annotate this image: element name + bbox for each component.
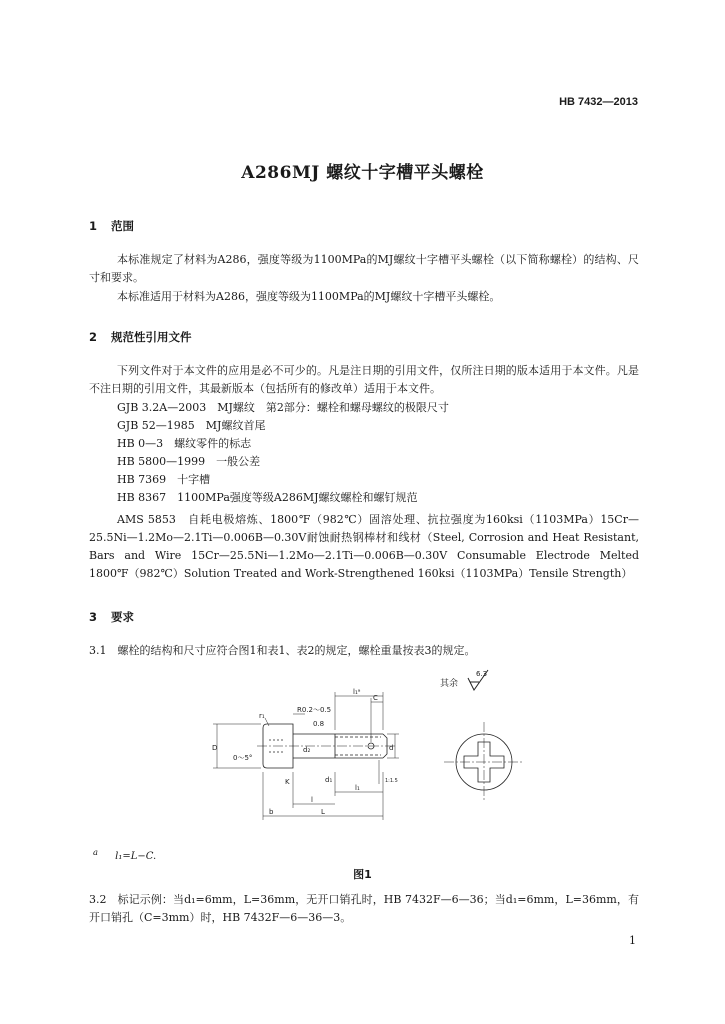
label-dm: d₂ <box>303 746 311 754</box>
cross-recess-end-view <box>438 716 530 808</box>
reference-item: HB 5800—1999 一般公差 <box>117 455 261 468</box>
reference-ams-5853: AMS 5853 自耗电极熔炼、1800℉（982℃）固溶处理、抗拉强度为160ksi（1103MPa）15Cr—25.5Ni—1.2Mo—2.1Ti—0.006B—0.30V耐蚀耐热钢棒材和线材（Steel, Corrosion and Heat Resistant, Bars and Wire 15Cr—25.5Ni—1.2Mo—2.1Ti—0.006B—0.30V Consumable Electrode Melted 1800℉（982℃）Solution Treated and Work-Strengthened 160ksi（1103MPa）Tensile Strength） <box>89 513 639 580</box>
label-k: K <box>285 778 290 786</box>
label-L: L <box>321 808 325 816</box>
footnote-text: l₁=L−C. <box>115 851 157 863</box>
label-l1sup: l₁ᵃ <box>353 688 361 696</box>
figure-caption: 图1 <box>353 868 372 881</box>
roughness-value: 6.3 <box>476 670 488 678</box>
label-b: b <box>269 808 274 816</box>
label-angle: 0～5° <box>233 754 253 762</box>
document-title: A286MJ 螺纹十字槽平头螺栓 <box>241 163 484 183</box>
roughness-note <box>440 676 458 689</box>
label-d: d <box>389 744 394 752</box>
label-l1: l₁ <box>355 784 360 792</box>
section-title: 范围 <box>111 219 135 233</box>
label-slope: 1:1.5 <box>385 778 398 784</box>
section-title: 规范性引用文件 <box>111 330 192 344</box>
page-number: 1 <box>629 934 636 947</box>
roughness-label: 其余 <box>440 679 459 689</box>
clause-3-2: 3.2 标记示例：当d₁=6mm，L=36mm，无开口销孔时，HB 7432F—6—36；当d₁=6mm，L=36mm，有开口销孔（C=3mm）时，HB 7432F—6—36—3。 <box>89 893 639 924</box>
standard-code: HB 7432—2013 <box>559 96 638 108</box>
figure-footnote <box>93 847 156 862</box>
label-C: C <box>373 694 378 702</box>
reference-item: HB 8367 1100MPa强度等级A286MJ螺纹螺栓和螺钉规范 <box>117 491 418 504</box>
reference-item: HB 7369 十字槽 <box>117 473 211 486</box>
roughness-symbol-icon <box>466 668 496 694</box>
section-number: 3 <box>89 610 98 624</box>
label-r1: r₁ <box>259 712 265 720</box>
section-3-heading <box>89 609 134 625</box>
label-d1: d₁ <box>325 776 333 784</box>
section-title: 要求 <box>111 610 135 624</box>
reference-item: HB 0—3 螺纹零件的标志 <box>117 437 252 450</box>
section-2-heading <box>89 329 192 345</box>
reference-item: GJB 52—1985 MJ螺纹首尾 <box>117 419 266 432</box>
bolt-side-view-drawing <box>205 688 405 822</box>
reference-item: GJB 3.2A—2003 MJ螺纹 第2部分：螺栓和螺母螺纹的极限尺寸 <box>117 401 449 414</box>
label-r08: 0.8 <box>313 720 325 728</box>
label-fillet: R0.2～0.5 <box>297 706 332 714</box>
clause-3-1: 3.1 螺栓的结构和尺寸应符合图1和表1、表2的规定，螺栓重量按表3的规定。 <box>89 644 476 657</box>
scope-paragraph-1: 本标准规定了材料为A286，强度等级为1100MPa的MJ螺纹十字槽平头螺栓（以下简称螺栓）的结构、尺寸和要求。 <box>89 253 639 284</box>
section-number: 2 <box>89 330 98 344</box>
label-l: l <box>311 796 313 804</box>
references-intro: 下列文件对于本文件的应用是必不可少的。凡是注日期的引用文件，仅所注日期的版本适用于本文件。凡是不注日期的引用文件，其最新版本（包括所有的修改单）适用于本文件。 <box>89 364 639 395</box>
label-D: D <box>212 744 218 752</box>
section-1-heading <box>89 218 134 234</box>
footnote-mark: a <box>93 847 98 857</box>
scope-paragraph-2: 本标准适用于材料为A286，强度等级为1100MPa的MJ螺纹十字槽平头螺栓。 <box>117 290 501 303</box>
section-number: 1 <box>89 219 98 233</box>
